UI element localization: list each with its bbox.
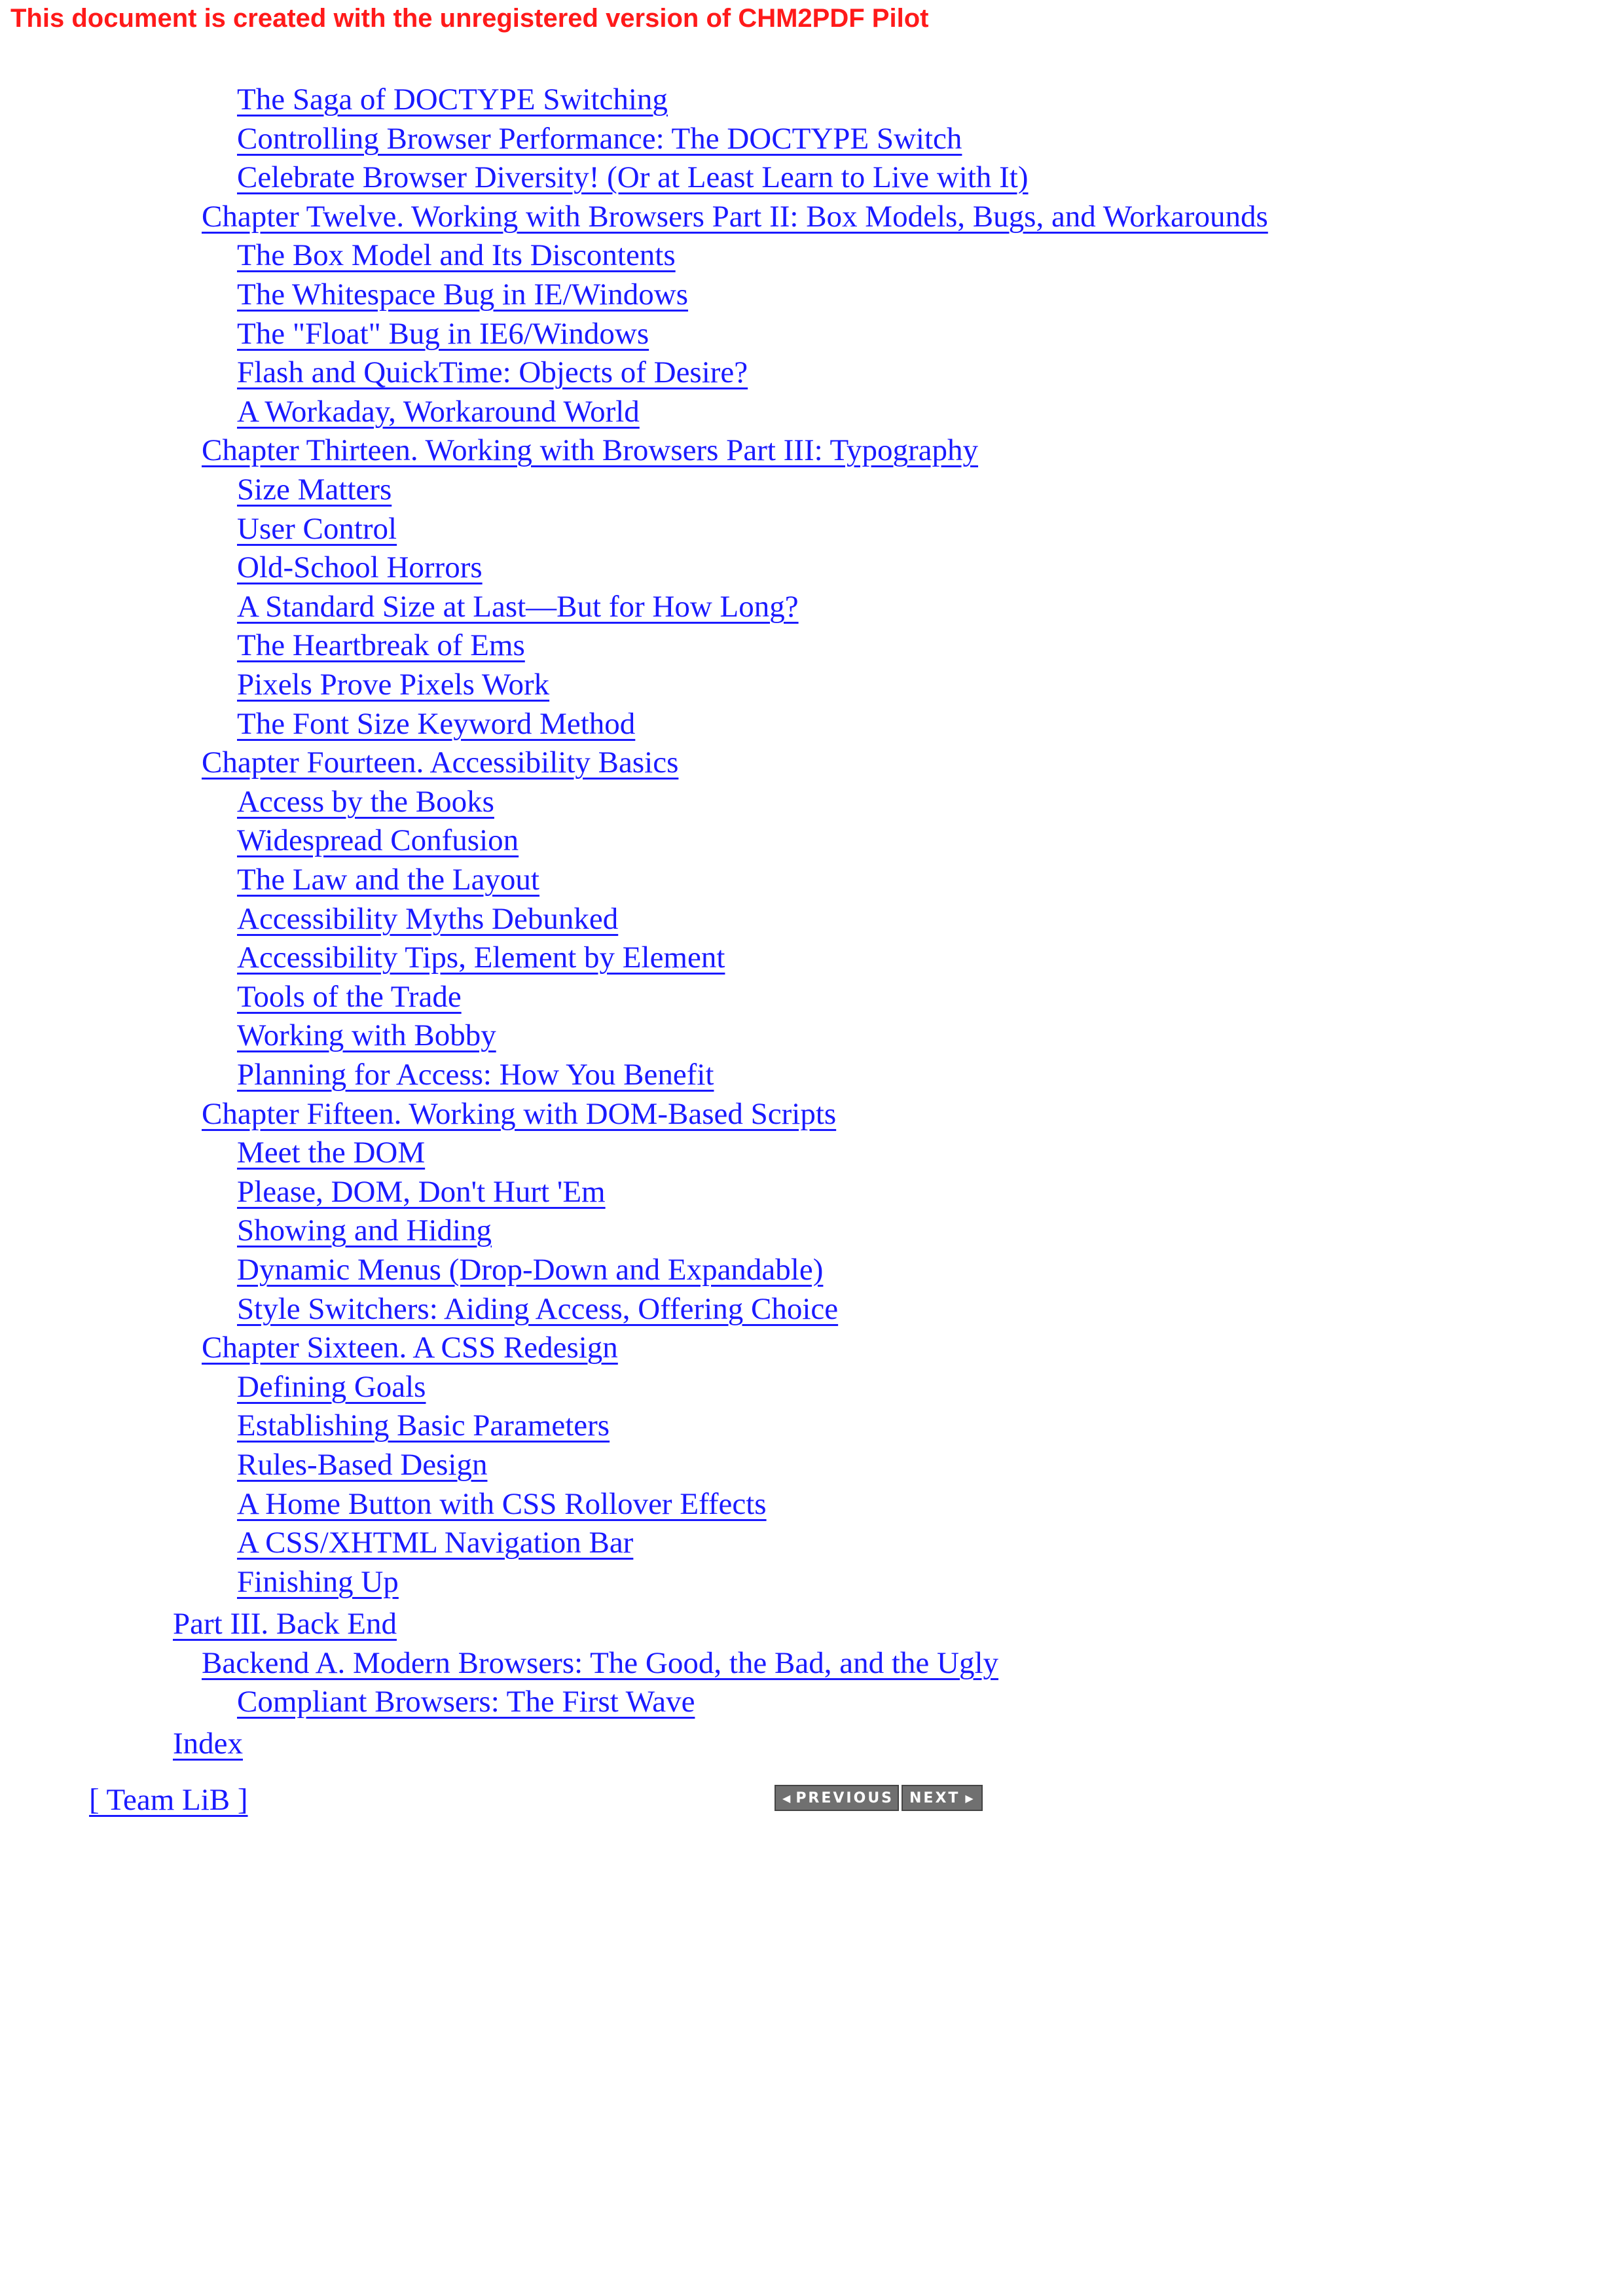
toc-section-link[interactable]: Widespread Confusion bbox=[237, 823, 519, 857]
toc-section-link[interactable]: Controlling Browser Performance: The DOCTYPE Switch bbox=[237, 122, 962, 156]
toc-chapter-link[interactable]: Chapter Thirteen. Working with Browsers Part III: Typography bbox=[202, 433, 978, 467]
toc-section-link[interactable]: The Heartbreak of Ems bbox=[237, 628, 525, 662]
toc-section-link[interactable]: A CSS/XHTML Navigation Bar bbox=[237, 1526, 634, 1560]
toc-section-link[interactable]: The "Float" Bug in IE6/Windows bbox=[237, 317, 649, 351]
toc-section-link[interactable]: Finishing Up bbox=[237, 1565, 399, 1599]
toc-section-link[interactable]: Please, DOM, Don't Hurt 'Em bbox=[237, 1175, 606, 1209]
toc-section-link[interactable]: Tools of the Trade bbox=[237, 980, 462, 1014]
toc-section-link[interactable]: Meet the DOM bbox=[237, 1136, 426, 1170]
next-button[interactable] bbox=[902, 1785, 983, 1811]
toc-section-link[interactable]: User Control bbox=[237, 512, 397, 546]
toc-section-link[interactable]: A Home Button with CSS Rollover Effects bbox=[237, 1487, 767, 1521]
toc-section-link[interactable]: Accessibility Tips, Element by Element bbox=[237, 941, 725, 975]
toc-section-link[interactable]: The Box Model and Its Discontents bbox=[237, 238, 676, 272]
toc-index-link[interactable]: Index bbox=[173, 1727, 244, 1761]
toc-section-link[interactable]: Accessibility Myths Debunked bbox=[237, 902, 619, 936]
toc-chapter-link[interactable]: Chapter Sixteen. A CSS Redesign bbox=[202, 1331, 618, 1365]
unregistered-watermark: This document is created with the unregistered version of CHM2PDF Pilot bbox=[10, 4, 929, 33]
next-label: NEXT bbox=[909, 1789, 960, 1806]
toc-section-link[interactable]: Defining Goals bbox=[237, 1370, 426, 1404]
toc-chapter-link[interactable]: Chapter Fifteen. Working with DOM-Based Scripts bbox=[202, 1097, 837, 1131]
toc-section-link[interactable]: Compliant Browsers: The First Wave bbox=[237, 1685, 695, 1719]
toc-section-link[interactable]: A Workaday, Workaround World bbox=[237, 395, 640, 429]
toc-section-link[interactable]: The Font Size Keyword Method bbox=[237, 707, 636, 741]
toc-section-link[interactable]: Dynamic Menus (Drop-Down and Expandable) bbox=[237, 1253, 824, 1287]
toc-chapter-link[interactable]: Chapter Fourteen. Accessibility Basics bbox=[202, 745, 679, 780]
right-triangle-icon: ▶ bbox=[965, 1791, 974, 1804]
toc-section-link[interactable]: Flash and QuickTime: Objects of Desire? bbox=[237, 355, 748, 389]
page-navigation bbox=[775, 1785, 983, 1811]
toc-section-link[interactable]: Style Switchers: Aiding Access, Offering Choice bbox=[237, 1292, 839, 1326]
toc-chapter-link[interactable]: Backend A. Modern Browsers: The Good, the Bad, and the Ugly bbox=[202, 1646, 998, 1680]
toc-section-link[interactable]: Old-School Horrors bbox=[237, 550, 483, 584]
toc-section-link[interactable]: The Whitespace Bug in IE/Windows bbox=[237, 278, 689, 312]
left-triangle-icon: ◀ bbox=[782, 1791, 791, 1804]
toc-section-link[interactable]: Access by the Books bbox=[237, 785, 494, 819]
toc-section-link[interactable]: The Saga of DOCTYPE Switching bbox=[237, 82, 668, 117]
toc-part-link[interactable]: Part III. Back End bbox=[173, 1607, 397, 1641]
team-lib-link[interactable]: [ Team LiB ] bbox=[89, 1783, 248, 1817]
toc-section-link[interactable]: Working with Bobby bbox=[237, 1018, 496, 1052]
toc-section-link[interactable]: Showing and Hiding bbox=[237, 1213, 492, 1247]
toc-section-link[interactable]: A Standard Size at Last—But for How Long? bbox=[237, 590, 799, 624]
toc-section-link[interactable]: Rules-Based Design bbox=[237, 1448, 488, 1482]
toc-chapter-link[interactable]: Chapter Twelve. Working with Browsers Part II: Box Models, Bugs, and Workarounds bbox=[202, 200, 1268, 234]
toc-section-link[interactable]: Size Matters bbox=[237, 473, 392, 507]
previous-label: PREVIOUS bbox=[795, 1789, 894, 1806]
toc-section-link[interactable]: Establishing Basic Parameters bbox=[237, 1408, 610, 1443]
toc-section-link[interactable]: The Law and the Layout bbox=[237, 863, 539, 897]
toc-section-link[interactable]: Celebrate Browser Diversity! (Or at Least Learn to Live with It) bbox=[237, 160, 1029, 194]
previous-button[interactable] bbox=[775, 1785, 899, 1811]
toc-section-link[interactable]: Pixels Prove Pixels Work bbox=[237, 668, 550, 702]
toc-section-link[interactable]: Planning for Access: How You Benefit bbox=[237, 1058, 714, 1092]
